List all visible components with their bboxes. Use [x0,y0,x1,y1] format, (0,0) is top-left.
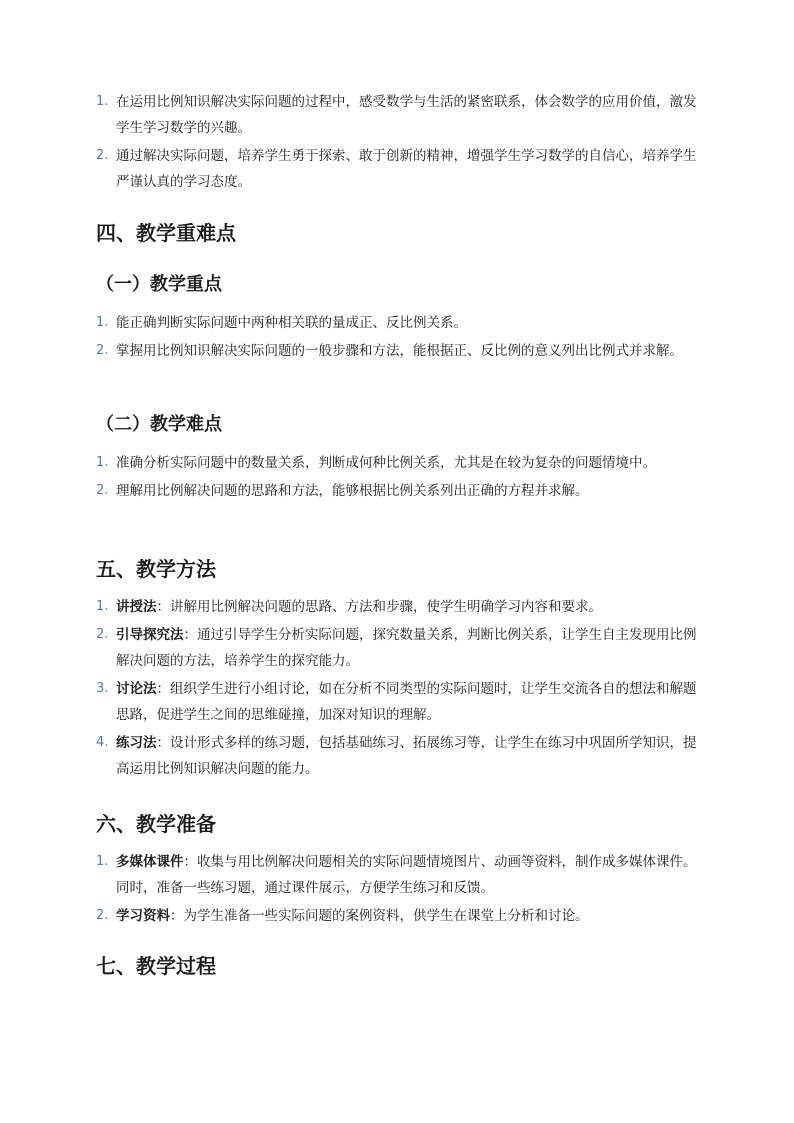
section-heading-teaching-preparation: 六、教学准备 [96,812,216,836]
teaching-methods-list [96,594,698,782]
list-item-text: 准确分析实际问题中的数量关系，判断成何种比例关系，尤其是在较为复杂的问题情境中。 [116,455,656,471]
list-item-text: 掌握用比例知识解决实际问题的一般步骤和方法，能根据正、反比例的意义列出比例式并求解。 [116,343,683,359]
list-item [96,478,698,504]
key-points-list [96,310,698,364]
list-item-label: 多媒体课件 [116,854,184,870]
list-item-text: 在运用比例知识解决实际问题的过程中，感受数学与生活的紧密联系，体会数学的应用价值，激发学生学习数学的兴趣。 [116,94,697,136]
list-item-label: 练习法 [116,735,157,751]
list-number: 2. [96,908,109,923]
section-heading-key-difficult-points: 四、教学重难点 [96,221,236,245]
list-number: 4. [96,735,109,750]
section-heading-teaching-methods: 五、教学方法 [96,557,216,581]
list-item [96,594,698,620]
list-number: 2. [96,627,109,642]
list-number: 1. [96,455,109,470]
list-item [96,730,698,782]
list-item-label: 讨论法 [116,681,157,697]
list-number: 2. [96,343,109,358]
list-item-text: ：设计形式多样的练习题，包括基础练习、拓展练习等，让学生在练习中巩固所学知识，提高运用比例知识解决问题的能力。 [116,735,697,777]
list-item [96,903,698,929]
subheading-difficult-points: （二）教学难点 [96,414,222,435]
list-number: 1. [96,94,109,109]
list-item [96,338,698,364]
emotion-goals-list [96,89,698,195]
list-item-text: ：组织学生进行小组讨论，如在分析不同类型的实际问题时，让学生交流各自的想法和解题思路，促进学生之间的思维碰撞，加深对知识的理解。 [116,681,697,723]
list-item-text: ：讲解用比例解决问题的思路、方法和步骤，使学生明确学习内容和要求。 [156,599,602,615]
list-item [96,89,698,141]
difficult-points-list [96,450,698,504]
list-item-label: 引导探究法 [116,627,184,643]
list-item [96,143,698,195]
list-item [96,622,698,674]
list-number: 1. [96,854,109,869]
list-item [96,450,698,476]
list-number: 1. [96,599,109,614]
list-item-label: 讲授法 [116,599,157,615]
section-heading-teaching-process: 七、教学过程 [96,954,216,978]
list-item-text: 通过解决实际问题，培养学生勇于探索、敢于创新的精神，增强学生学习数学的自信心，培养学生严谨认真的学习态度。 [116,148,697,190]
list-item [96,310,698,336]
list-item-text: ：通过引导学生分析实际问题，探究数量关系，判断比例关系，让学生自主发现用比例解决问题的方法，培养学生的探究能力。 [116,627,697,669]
list-item [96,849,698,901]
list-item-text: 能正确判断实际问题中两种相关联的量成正、反比例关系。 [116,315,467,331]
list-number: 2. [96,483,109,498]
list-item-text: 理解用比例解决问题的思路和方法，能够根据比例关系列出正确的方程并求解。 [116,483,589,499]
list-number: 3. [96,681,109,696]
subheading-key-points: （一）教学重点 [96,274,222,295]
list-item-text: ：收集与用比例解决问题相关的实际问题情境图片、动画等资料，制作成多媒体课件。同时，准备一些练习题，通过课件展示，方便学生练习和反馈。 [116,854,697,896]
list-number: 1. [96,315,109,330]
teaching-preparation-list [96,849,698,929]
list-item-label: 学习资料 [116,908,170,924]
list-item-text: ：为学生准备一些实际问题的案例资料，供学生在课堂上分析和讨论。 [170,908,589,924]
list-item [96,676,698,728]
list-number: 2. [96,148,109,163]
